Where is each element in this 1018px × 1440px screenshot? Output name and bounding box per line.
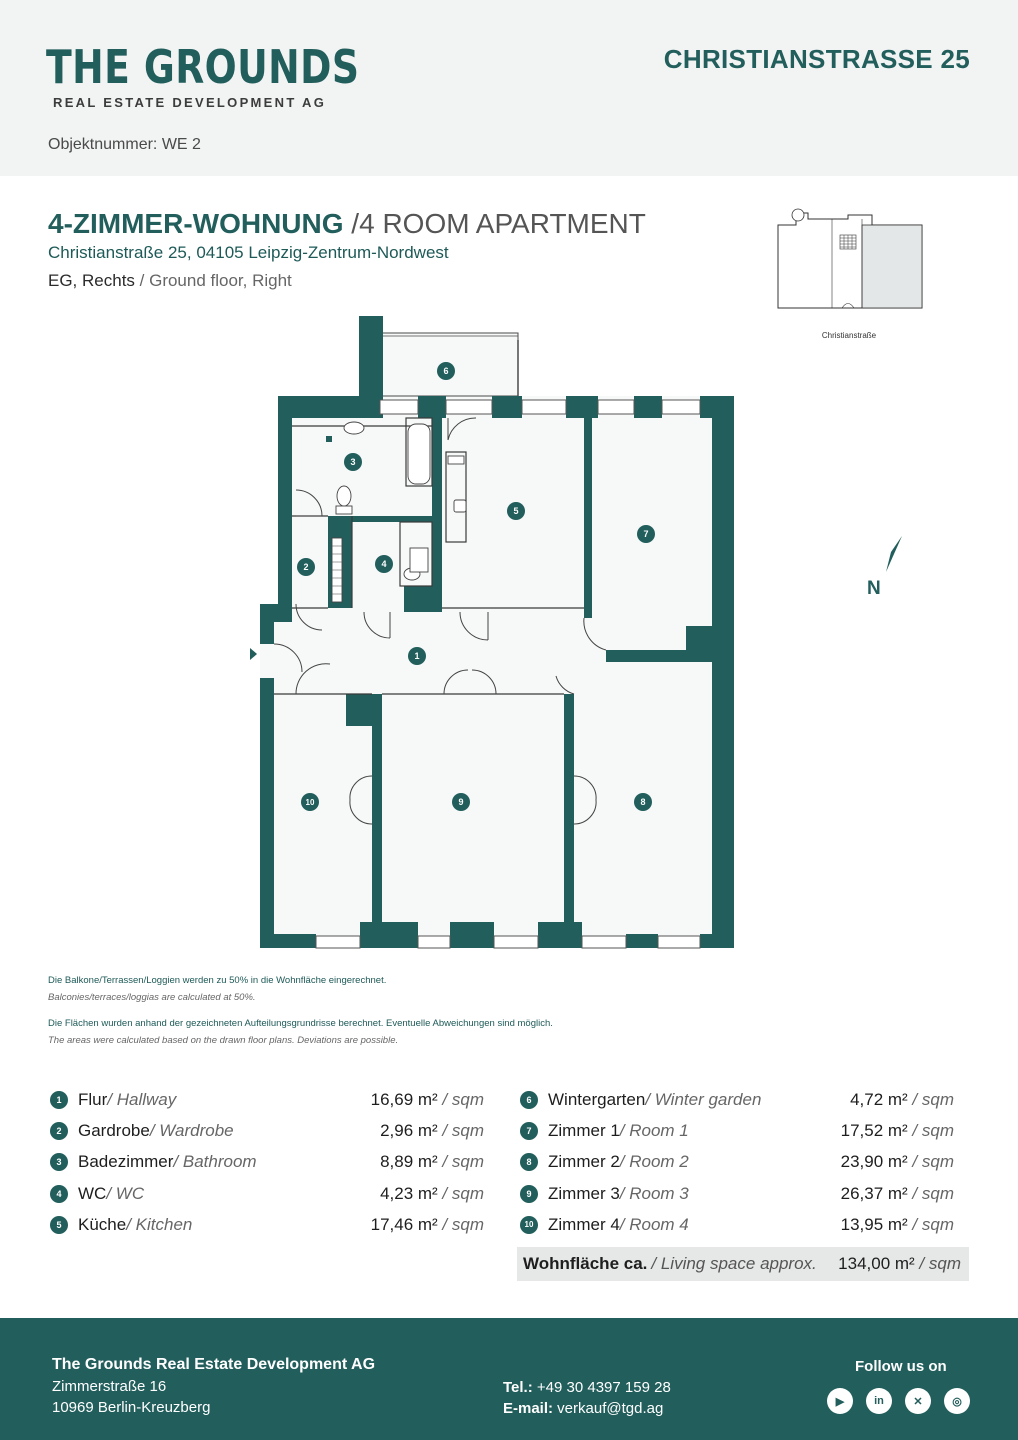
footer-street: Zimmerstraße 16 — [52, 1378, 167, 1395]
room-area: 17,52 m² / sqm — [840, 1120, 954, 1140]
room-row — [520, 1084, 954, 1115]
room-list-left — [50, 1084, 484, 1240]
floor-en: / Ground floor, Right — [134, 271, 292, 290]
total-label-de: Wohnfläche ca. — [523, 1254, 648, 1273]
object-number: Objektnummer: WE 2 — [48, 136, 201, 153]
room-name-de: Küche — [78, 1214, 127, 1234]
room-area: 13,95 m² / sqm — [840, 1214, 954, 1234]
room-name-de: WC — [78, 1183, 107, 1203]
total-area: 134,00 m² / sqm — [838, 1254, 961, 1273]
room-number-badge: 5 — [50, 1216, 68, 1234]
room-row — [520, 1178, 954, 1209]
room-row — [50, 1209, 484, 1240]
room-area: 26,37 m² / sqm — [840, 1183, 954, 1203]
youtube-icon[interactable]: ▶ — [827, 1388, 853, 1414]
plan-label-9: 9 — [458, 797, 464, 807]
room-number-badge: 7 — [520, 1122, 538, 1140]
plan-label-4: 4 — [381, 559, 387, 569]
room-list-right — [520, 1084, 954, 1240]
room-name-de: Zimmer 3 — [548, 1183, 620, 1203]
room-name-en: / WC — [106, 1183, 145, 1203]
building-key-map — [776, 207, 924, 312]
footer-company: The Grounds Real Estate Development AG — [52, 1356, 376, 1373]
room-number-badge: 6 — [520, 1091, 538, 1109]
room-name-de: Zimmer 4 — [548, 1214, 620, 1234]
room-number-badge: 10 — [520, 1216, 538, 1234]
room-name-en: / Winter garden — [645, 1089, 762, 1109]
floor-plan — [240, 310, 740, 955]
plan-label-7: 7 — [643, 529, 649, 539]
follow-us-label: Follow us on — [855, 1358, 947, 1375]
room-name-de: Wintergarten — [548, 1089, 646, 1109]
room-name-en: / Room 3 — [619, 1183, 689, 1203]
instagram-icon[interactable]: ◎ — [944, 1388, 970, 1414]
room-area: 4,23 m² / sqm — [380, 1183, 484, 1203]
key-map-street-label: Christianstraße — [821, 331, 877, 340]
room-name-de: Zimmer 1 — [548, 1120, 620, 1140]
north-arrow-icon — [858, 530, 906, 576]
room-number-badge: 1 — [50, 1091, 68, 1109]
floor-de: EG, Rechts — [48, 271, 135, 290]
balcony-note-en: Balconies/terraces/loggias are calculated at 50%. — [48, 992, 256, 1003]
apartment-address: Christianstraße 25, 04105 Leipzig-Zentrum-Nordwest — [48, 243, 449, 262]
plan-label-3: 3 — [350, 457, 356, 467]
plan-label-1: 1 — [414, 651, 420, 661]
room-name-en: / Bathroom — [173, 1152, 257, 1172]
footer-phone[interactable]: Tel.: +49 30 4397 159 28 — [503, 1379, 671, 1396]
plan-label-8: 8 — [640, 797, 646, 807]
company-logo-subtitle: REAL ESTATE DEVELOPMENT AG — [53, 95, 327, 110]
plan-label-10: 10 — [305, 798, 315, 807]
room-row — [520, 1209, 954, 1240]
room-row — [50, 1115, 484, 1146]
room-number-badge: 8 — [520, 1153, 538, 1171]
room-number-badge: 2 — [50, 1122, 68, 1140]
north-label: N — [867, 578, 881, 599]
room-area: 8,89 m² / sqm — [380, 1152, 484, 1172]
balcony-note-de: Die Balkone/Terrassen/Loggien werden zu 50% in die Wohnfläche eingerechnet. — [48, 975, 387, 986]
room-area: 17,46 m² / sqm — [370, 1214, 484, 1234]
floor-position — [48, 271, 292, 291]
room-row — [520, 1147, 954, 1178]
room-row — [520, 1115, 954, 1146]
room-number-badge: 3 — [50, 1153, 68, 1171]
plan-label-6: 6 — [443, 366, 449, 376]
room-area: 16,69 m² / sqm — [370, 1089, 484, 1109]
room-number-badge: 4 — [50, 1185, 68, 1203]
apartment-title-de: 4-ZIMMER-WOHNUNG — [48, 208, 344, 239]
area-note-en: The areas were calculated based on the drawn floor plans. Deviations are possible. — [48, 1035, 399, 1046]
apartment-title — [48, 208, 646, 240]
plan-label-2: 2 — [303, 562, 309, 572]
header-band — [0, 0, 1018, 176]
room-name-de: Gardrobe — [78, 1120, 150, 1140]
room-name-en: / Wardrobe — [149, 1120, 234, 1140]
room-number-badge: 9 — [520, 1185, 538, 1203]
xing-icon[interactable]: ✕ — [905, 1388, 931, 1414]
room-name-en: / Room 1 — [619, 1120, 689, 1140]
street-heading: CHRISTIANSTRASSE 25 — [663, 44, 970, 74]
linkedin-icon[interactable]: in — [866, 1388, 892, 1414]
living-space-total — [517, 1247, 969, 1281]
footer — [0, 1318, 1018, 1440]
footer-city: 10969 Berlin-Kreuzberg — [52, 1399, 211, 1416]
plan-label-5: 5 — [513, 506, 519, 516]
apartment-title-en: /4 ROOM APARTMENT — [343, 208, 646, 239]
room-name-en: / Kitchen — [126, 1214, 193, 1234]
room-name-en: / Room 4 — [619, 1214, 689, 1234]
room-name-de: Badezimmer — [78, 1152, 174, 1172]
area-note-de: Die Flächen wurden anhand der gezeichneten Aufteilungsgrundrisse berechnet. Eventuelle Abweichungen sind möglich. — [48, 1018, 553, 1029]
room-name-de: Zimmer 2 — [548, 1152, 620, 1172]
footer-email[interactable]: E-mail: verkauf@tgd.ag — [503, 1400, 664, 1417]
room-name-de: Flur — [78, 1089, 108, 1109]
room-area: 4,72 m² / sqm — [850, 1089, 954, 1109]
total-label-en: / Living space approx. — [651, 1254, 817, 1273]
room-name-en: / Room 2 — [619, 1152, 689, 1172]
room-area: 2,96 m² / sqm — [380, 1120, 484, 1140]
room-row — [50, 1084, 484, 1115]
room-row — [50, 1147, 484, 1178]
room-area: 23,90 m² / sqm — [840, 1152, 954, 1172]
room-name-en: / Hallway — [107, 1089, 177, 1109]
company-logo: THE GROUNDS — [46, 40, 360, 94]
room-row — [50, 1178, 484, 1209]
